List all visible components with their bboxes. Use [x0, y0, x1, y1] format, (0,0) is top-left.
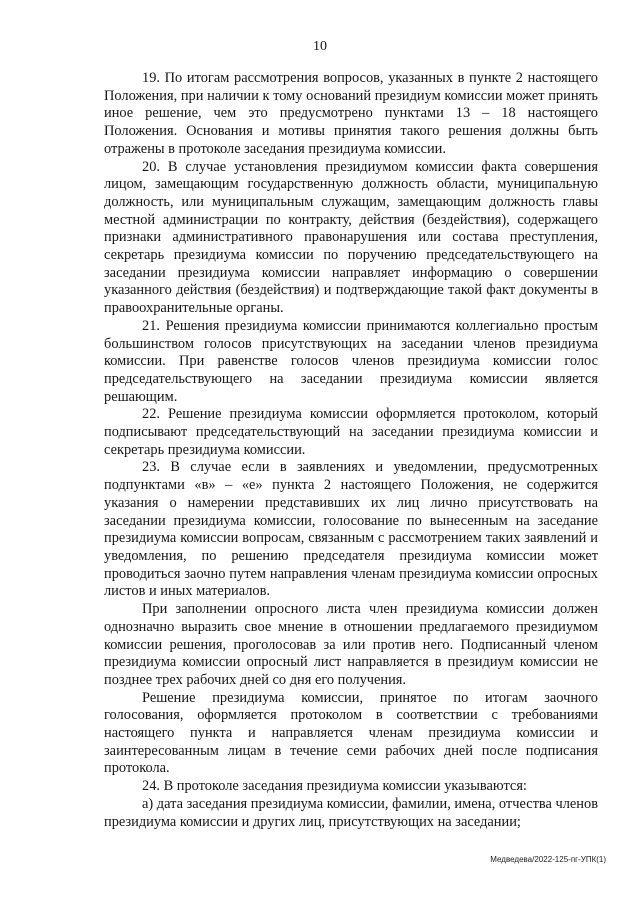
paragraph-24-item-a: а) дата заседания президиума комиссии, фамилии, имена, отчества членов президиума комиссии и других лиц, присутствующих на заседании;	[104, 795, 598, 830]
paragraph-23-questionnaire: При заполнении опросного листа член президиума комиссии должен однозначно выразить свое мнение в отношении предлагаемого президиумом комиссии решения, проголосовав за или против него. Подписанный членом президиума комиссии опросный лист направляется в президиум комиссии не позднее трех рабочих дней со дня его получения.	[104, 601, 598, 688]
document-footer-code: Медведева/2022-125-пг-УПК(1)	[490, 855, 606, 864]
paragraph-22: 22. Решение президиума комиссии оформляется протоколом, который подписывают председательствующий на заседании президиума комиссии и секретарь президиума комиссии.	[104, 406, 598, 458]
paragraph-21: 21. Решения президиума комиссии принимаются коллегиально простым большинством голосов присутствующих на заседании членов президиума комиссии. При равенстве голосов членов президиума комиссии голос председательствующего на заседании президиума комиссии является решающим.	[104, 317, 598, 405]
document-body	[104, 70, 598, 831]
paragraph-24: 24. В протоколе заседания президиума комиссии указываются:	[142, 778, 527, 795]
page-number: 10	[313, 39, 327, 54]
paragraph-20: 20. В случае установления президиумом комиссии факта совершения лицом, замещающим государственную должность области, муниципальную должность, или муниципальным служащим, замещающим должность главы местной администрации по контракту, действия (бездействия), содержащего признаки административного правонарушения или состава преступления, секретарь президиума комиссии по поручению председательствующего на заседании президиума комиссии направляет информацию о совершении указанного действия (бездействия) и подтверждающие такой факт документы в правоохранительные органы.	[104, 158, 598, 317]
paragraph-19: 19. По итогам рассмотрения вопросов, указанных в пункте 2 настоящего Положения, при наличии к тому оснований президиум комиссии может принять иное решение, чем это предусмотрено пунктами 13 – 18 настоящего Положения. Основания и мотивы принятия такого решения должны быть отражены в протоколе заседания президиума комиссии.	[104, 70, 598, 157]
paragraph-23: 23. В случае если в заявлениях и уведомлении, предусмотренных подпунктами «в» – «е» пункта 2 настоящего Положения, не содержится указания о намерении представивших их лиц лично присутствовать на заседании президиума комиссии, голосование по вынесенным на заседание президиума комиссии вопросам, связанным с рассмотрением таких заявлений и уведомления, по решению председателя президиума комиссии может проводиться заочно путем направления членам президиума комиссии опросных листов и иных материалов.	[104, 459, 598, 600]
paragraph-23-absentee-vote: Решение президиума комиссии, принятое по итогам заочного голосования, оформляется протоколом в соответствии с требованиями настоящего пункта и направляется членам президиума комиссии и заинтересованным лицам в течение семи рабочих дней после подписания протокола.	[104, 689, 598, 777]
